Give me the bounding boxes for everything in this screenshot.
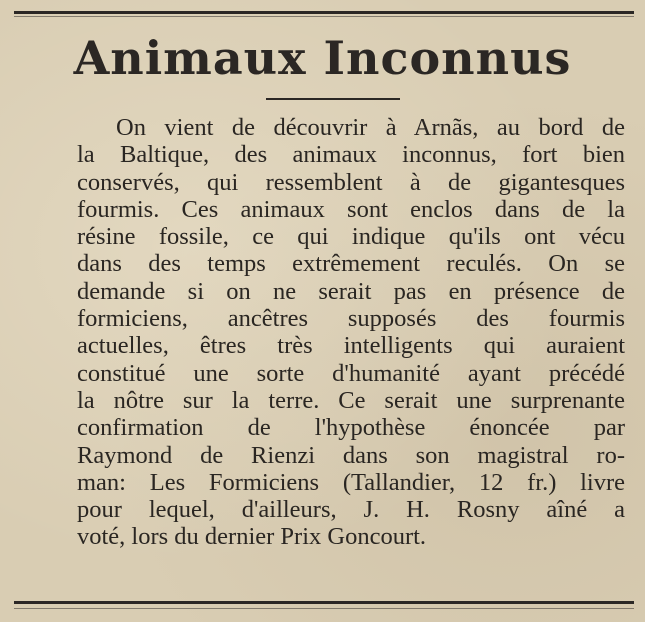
body-line: man: Les Formiciens (Tallandier, 12 fr.) livre — [77, 468, 625, 496]
top-rule — [14, 11, 634, 14]
body-line: la Baltique, des animaux inconnus, fort bien — [77, 141, 625, 169]
body-line: conservés, qui ressemblent à de gigantesques — [77, 168, 625, 196]
body-line: Raymond de Rienzi dans son magistral ro- — [77, 441, 625, 469]
article-title: Animaux Inconnus — [73, 31, 572, 85]
body-line: résine fossile, ce qui indique qu'ils ont vécu — [77, 223, 625, 251]
body-line: actuelles, êtres très intelligents qui auraient — [77, 332, 625, 360]
body-line: On vient de découvrir à Arnãs, au bord de — [116, 114, 625, 141]
article-body — [77, 114, 625, 551]
body-line: fourmis. Ces animaux sont enclos dans de la — [77, 195, 625, 223]
top-rule-thin — [14, 16, 634, 17]
bottom-rule-thin — [14, 608, 634, 609]
body-line: dans des temps extrêmement reculés. On se — [77, 250, 625, 278]
bottom-rule — [14, 601, 634, 604]
body-line: pour lequel, d'ailleurs, J. H. Rosny aîné a — [77, 496, 625, 524]
body-line: voté, lors du dernier Prix Goncourt. — [77, 523, 427, 551]
body-line: confirmation de l'hypothèse énoncée par — [77, 414, 625, 442]
body-line: la nôtre sur la terre. Ce serait une surprenante — [77, 386, 625, 414]
body-line: constitué une sorte d'humanité ayant précédé — [77, 359, 625, 387]
body-line: formiciens, ancêtres supposés des fourmis — [77, 305, 625, 333]
body-line: demande si on ne serait pas en présence de — [77, 277, 625, 305]
title-underline — [266, 98, 400, 100]
